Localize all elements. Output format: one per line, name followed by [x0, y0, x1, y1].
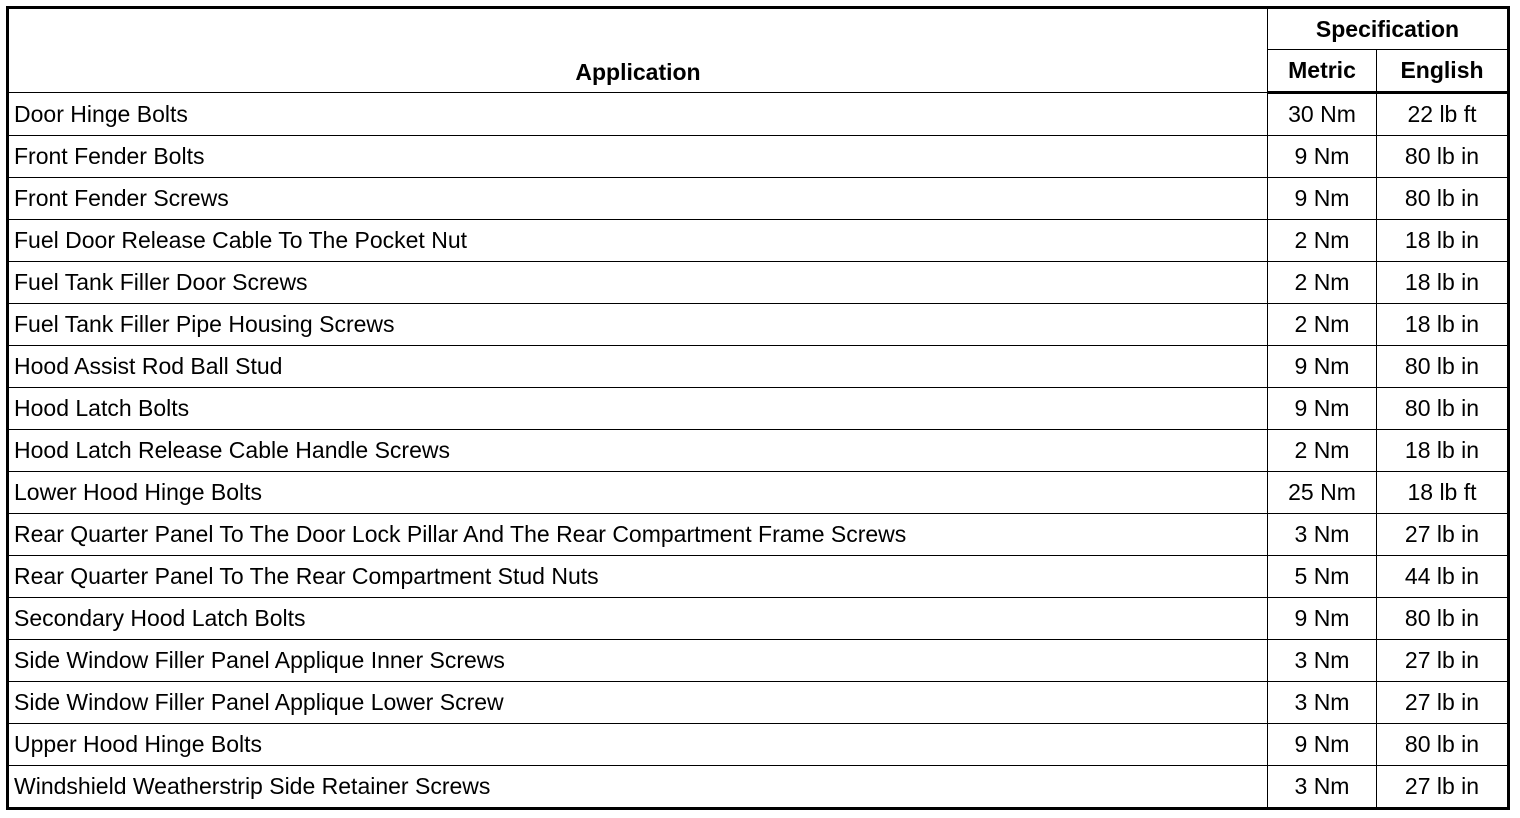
metric-cell: 9 Nm: [1268, 388, 1377, 430]
table-row: [8, 136, 1509, 178]
metric-column-header: Metric: [1268, 50, 1377, 93]
table-row: [8, 304, 1509, 346]
application-cell: Hood Latch Release Cable Handle Screws: [8, 430, 1268, 472]
application-cell: Front Fender Screws: [8, 178, 1268, 220]
english-cell: 80 lb in: [1377, 388, 1509, 430]
specification-group-header: Specification: [1268, 8, 1509, 50]
table-row: [8, 430, 1509, 472]
table-row: [8, 262, 1509, 304]
application-cell: Rear Quarter Panel To The Rear Compartment Stud Nuts: [8, 556, 1268, 598]
table-row: [8, 472, 1509, 514]
application-cell: Lower Hood Hinge Bolts: [8, 472, 1268, 514]
metric-cell: 3 Nm: [1268, 682, 1377, 724]
application-cell: Fuel Tank Filler Door Screws: [8, 262, 1268, 304]
metric-cell: 2 Nm: [1268, 304, 1377, 346]
header-row-top: [8, 8, 1509, 50]
metric-cell: 3 Nm: [1268, 514, 1377, 556]
table-body: [8, 93, 1509, 809]
table-row: [8, 346, 1509, 388]
metric-cell: 30 Nm: [1268, 93, 1377, 136]
application-cell: Door Hinge Bolts: [8, 93, 1268, 136]
english-cell: 18 lb in: [1377, 430, 1509, 472]
table-row: [8, 93, 1509, 136]
table-row: [8, 682, 1509, 724]
metric-cell: 2 Nm: [1268, 430, 1377, 472]
metric-cell: 2 Nm: [1268, 220, 1377, 262]
table-header: [8, 8, 1509, 93]
english-cell: 27 lb in: [1377, 766, 1509, 809]
table-row: [8, 766, 1509, 809]
table-row: [8, 178, 1509, 220]
table-row: [8, 598, 1509, 640]
metric-cell: 9 Nm: [1268, 178, 1377, 220]
english-cell: 27 lb in: [1377, 640, 1509, 682]
english-cell: 18 lb in: [1377, 262, 1509, 304]
english-cell: 44 lb in: [1377, 556, 1509, 598]
metric-cell: 3 Nm: [1268, 766, 1377, 809]
english-cell: 22 lb ft: [1377, 93, 1509, 136]
application-cell: Fuel Tank Filler Pipe Housing Screws: [8, 304, 1268, 346]
application-cell: Side Window Filler Panel Applique Inner Screws: [8, 640, 1268, 682]
english-cell: 80 lb in: [1377, 724, 1509, 766]
english-cell: 80 lb in: [1377, 136, 1509, 178]
application-cell: Side Window Filler Panel Applique Lower Screw: [8, 682, 1268, 724]
english-cell: 18 lb in: [1377, 304, 1509, 346]
application-cell: Windshield Weatherstrip Side Retainer Screws: [8, 766, 1268, 809]
english-cell: 27 lb in: [1377, 514, 1509, 556]
table-row: [8, 724, 1509, 766]
metric-cell: 9 Nm: [1268, 724, 1377, 766]
application-cell: Fuel Door Release Cable To The Pocket Nut: [8, 220, 1268, 262]
table-row: [8, 388, 1509, 430]
application-cell: Secondary Hood Latch Bolts: [8, 598, 1268, 640]
english-cell: 80 lb in: [1377, 598, 1509, 640]
english-cell: 80 lb in: [1377, 178, 1509, 220]
english-cell: 18 lb in: [1377, 220, 1509, 262]
english-column-header: English: [1377, 50, 1509, 93]
metric-cell: 3 Nm: [1268, 640, 1377, 682]
fastener-spec-table: [6, 6, 1510, 810]
application-cell: Hood Assist Rod Ball Stud: [8, 346, 1268, 388]
metric-cell: 2 Nm: [1268, 262, 1377, 304]
application-column-header: Application: [8, 8, 1268, 93]
application-cell: Upper Hood Hinge Bolts: [8, 724, 1268, 766]
application-cell: Front Fender Bolts: [8, 136, 1268, 178]
metric-cell: 5 Nm: [1268, 556, 1377, 598]
metric-cell: 9 Nm: [1268, 136, 1377, 178]
metric-cell: 9 Nm: [1268, 598, 1377, 640]
application-cell: Hood Latch Bolts: [8, 388, 1268, 430]
table-row: [8, 220, 1509, 262]
table-row: [8, 640, 1509, 682]
table-row: [8, 556, 1509, 598]
application-cell: Rear Quarter Panel To The Door Lock Pillar And The Rear Compartment Frame Screws: [8, 514, 1268, 556]
english-cell: 18 lb ft: [1377, 472, 1509, 514]
table-row: [8, 514, 1509, 556]
metric-cell: 25 Nm: [1268, 472, 1377, 514]
metric-cell: 9 Nm: [1268, 346, 1377, 388]
english-cell: 80 lb in: [1377, 346, 1509, 388]
english-cell: 27 lb in: [1377, 682, 1509, 724]
